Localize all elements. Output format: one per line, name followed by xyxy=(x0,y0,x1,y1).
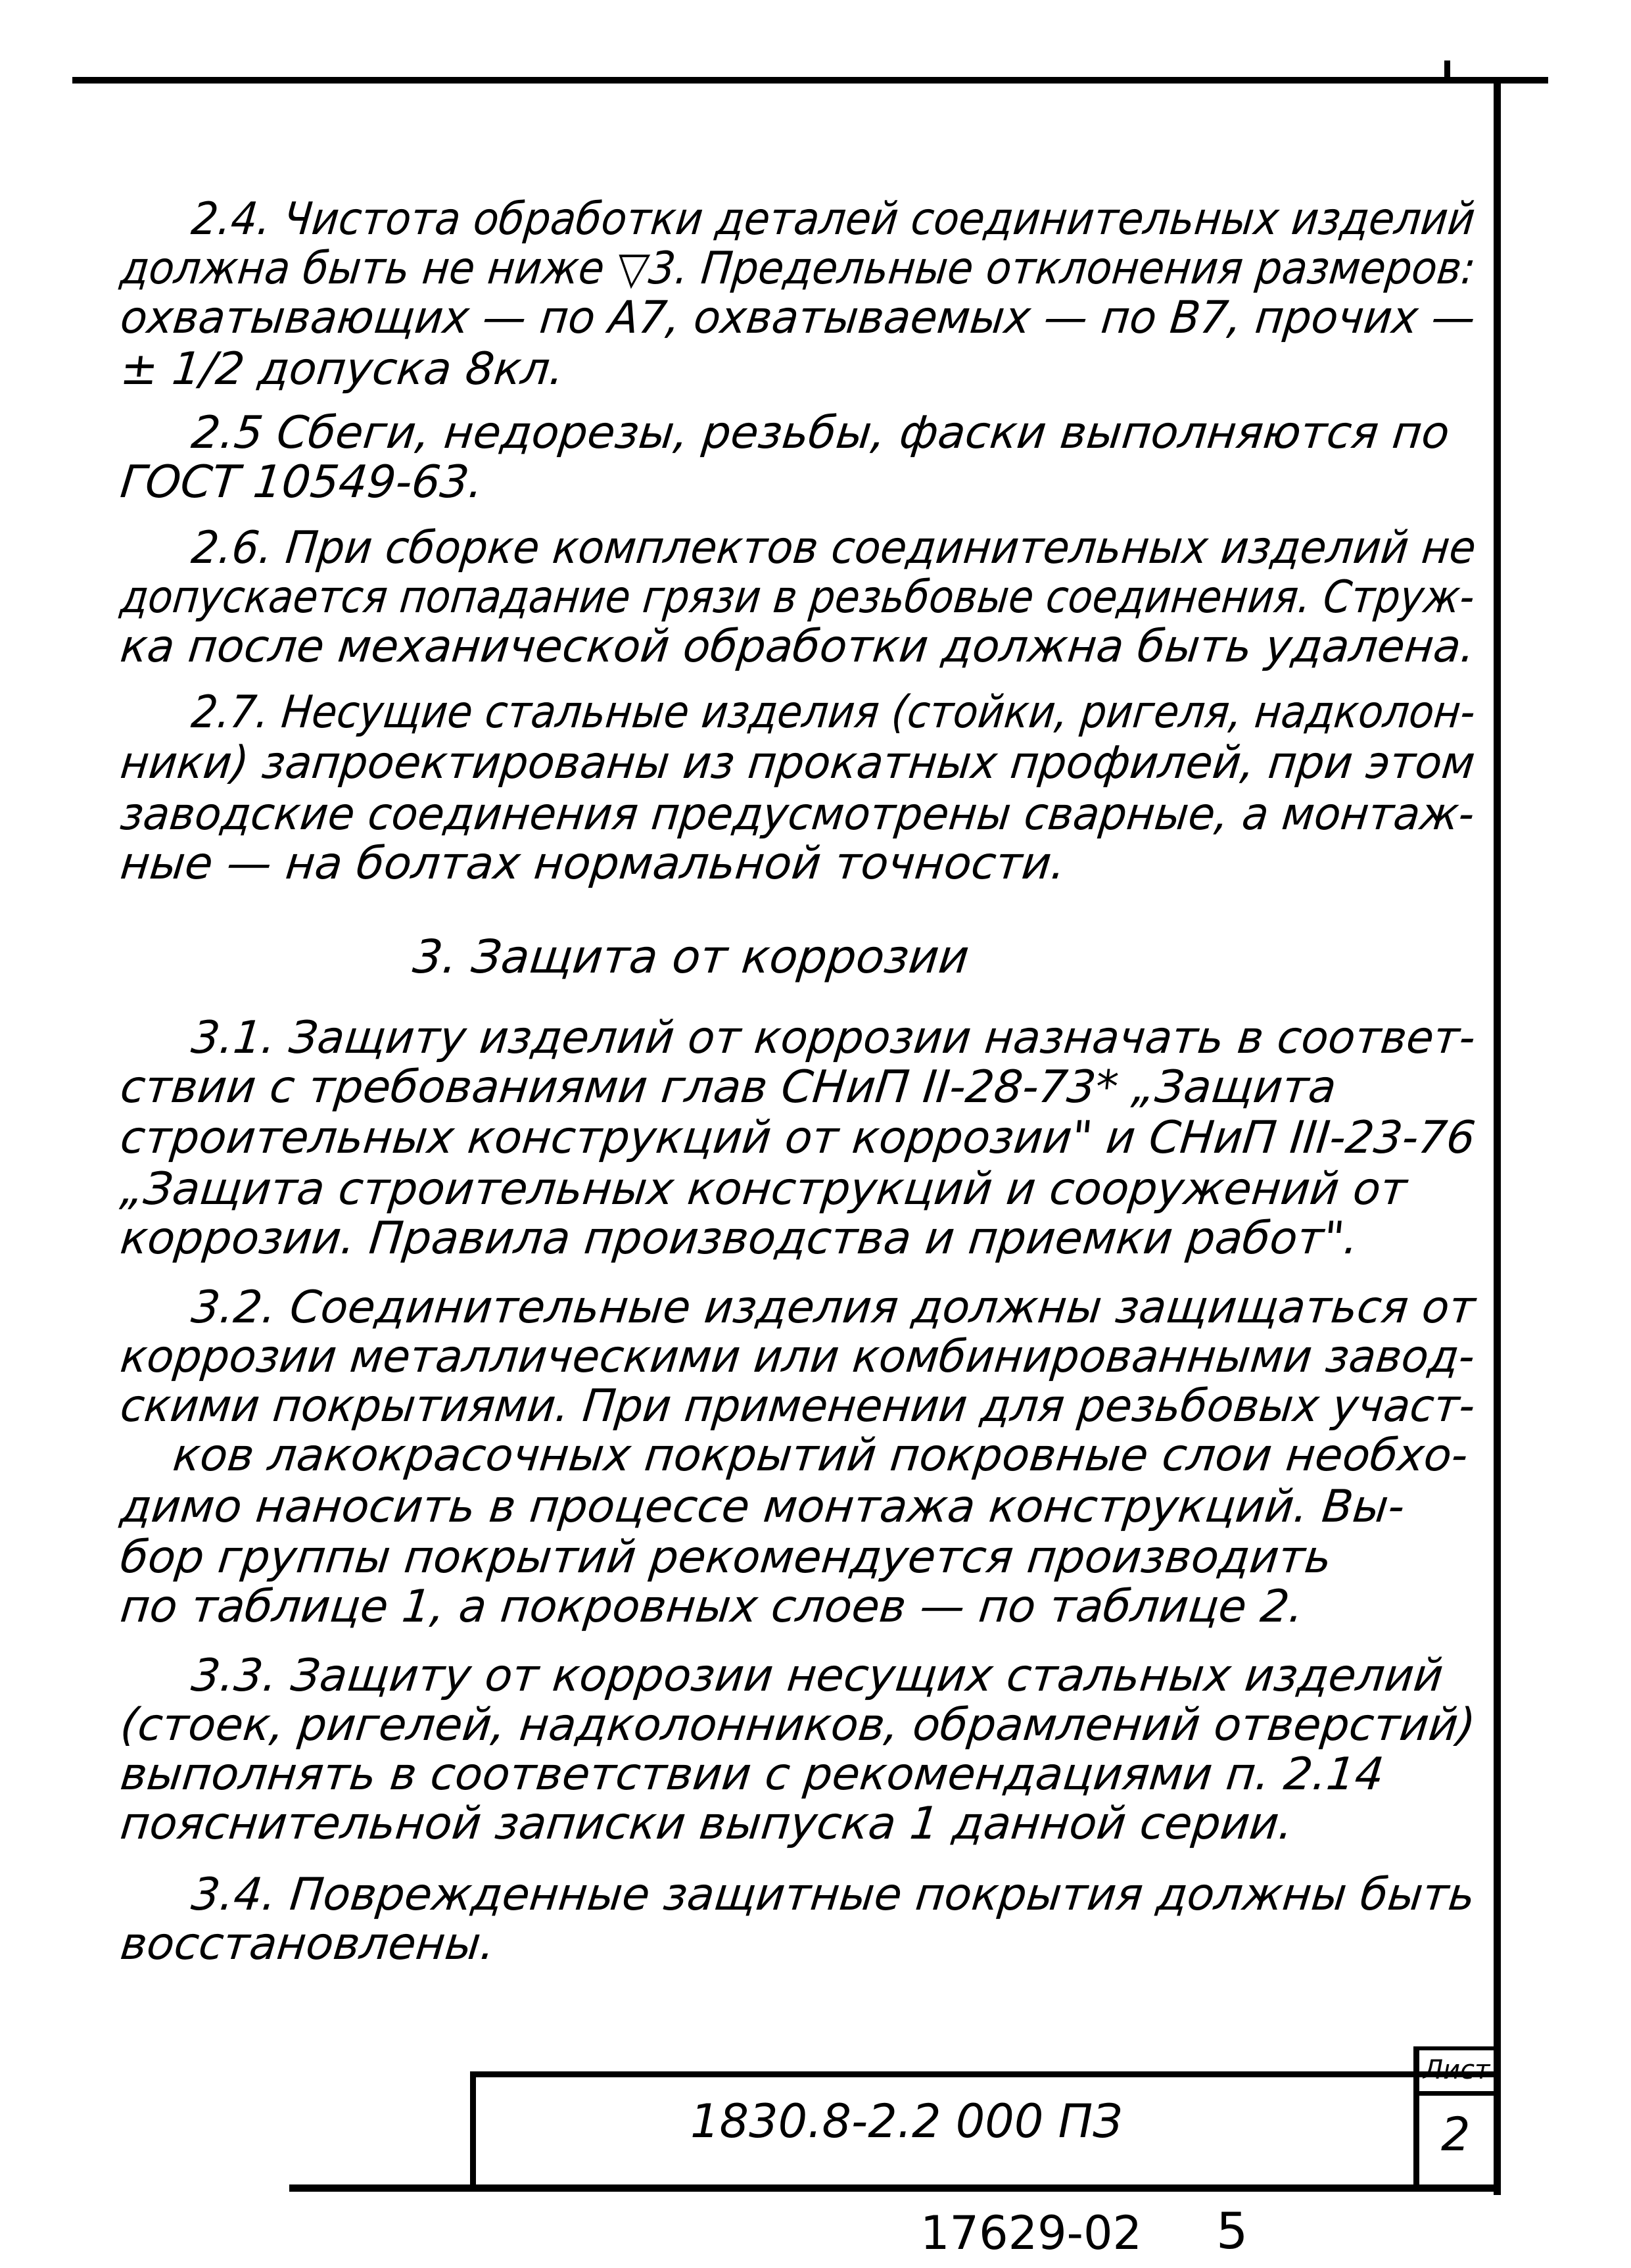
p27-line-3: заводские соединения предусмотрены сварные, а монтаж- xyxy=(118,788,1477,840)
p24-line-1: 2.4. Чистота обработки деталей соединительных изделий xyxy=(189,193,1478,245)
p32-line-1: 3.2. Соединительные изделия должны защищаться от xyxy=(189,1282,1478,1334)
p26-line-2: допускается попадание грязи в резьбовые соединения. Струж- xyxy=(118,571,1477,623)
p33-line-1: 3.3. Защиту от коррозии несущих стальных изделий xyxy=(189,1650,1446,1702)
designation-code: 1830.8-2.2 000 ПЗ xyxy=(690,2094,1123,2148)
p33-line-2: (стоек, ригелей, надколонников, обрамлений отверстий) xyxy=(118,1699,1478,1751)
p31-line-2: ствии с требованиями глав СНиП II-28-73* „Защита xyxy=(118,1061,1339,1113)
sheet-number: 2 xyxy=(1441,2108,1471,2161)
frame-top-line xyxy=(72,77,1548,84)
p32-line-3: скими покрытиями. При применении для резьбовых участ- xyxy=(118,1380,1478,1432)
sheet-label: Лист xyxy=(1423,2055,1490,2085)
title-block-sheet-label-line xyxy=(1413,2091,1499,2096)
p25-line-1: 2.5 Сбеги, недорезы, резьбы, фаски выполняются по xyxy=(189,407,1452,459)
frame-right-line xyxy=(1494,79,1501,2195)
p24-line-3: охватывающих — по А7, охватываемых — по В7, прочих — xyxy=(118,292,1478,344)
p26-line-3: ка после механической обработки должна быть удалена. xyxy=(118,621,1478,673)
p33-line-4: пояснительной записки выпуска 1 данной серии. xyxy=(118,1798,1296,1850)
p31-line-3: строительных конструкций от коррозии" и СНиП III-23-76 xyxy=(118,1112,1478,1164)
frame-top-tick xyxy=(1444,60,1450,80)
p32-line-2: коррозии металлическими или комбинированными завод- xyxy=(118,1331,1478,1383)
p31-line-5: коррозии. Правила производства и приемки работ". xyxy=(118,1213,1361,1265)
p27-line-2: ники) запроектированы из прокатных профилей, при этом xyxy=(118,737,1478,789)
p27-line-4: ные — на болтах нормальной точности. xyxy=(118,838,1068,890)
title-block-top-line xyxy=(470,2071,1499,2077)
p32-line-5: димо наносить в процессе монтажа конструкций. Вы- xyxy=(118,1481,1407,1533)
page-number: 5 xyxy=(1216,2202,1248,2260)
p33-line-3: выполнять в соответствии с рекомендациями п. 2.14 xyxy=(118,1749,1386,1800)
p26-line-1: 2.6. При сборке комплектов соединительных изделий не xyxy=(189,522,1478,574)
p32-line-7: по таблице 1, а покровных слоев — по таблице 2. xyxy=(118,1581,1306,1633)
p32-line-4: ков лакокрасочных покрытий покровные слои необхо- xyxy=(170,1430,1471,1482)
p25-line-2: ГОСТ 10549-63. xyxy=(118,456,486,508)
title-block-sheet-divider xyxy=(1413,2046,1419,2188)
p34-line-1: 3.4. Поврежденные защитные покрытия должны быть xyxy=(189,1869,1478,1921)
title-block-sheet-top-line xyxy=(1413,2046,1499,2050)
p24-line-4: ± 1/2 допуска 8кл. xyxy=(118,343,567,395)
p24-line-2: должна быть не ниже ▽3. Предельные отклонения размеров: xyxy=(118,243,1478,295)
title-block-left-line xyxy=(470,2071,476,2188)
section-3-heading: 3. Защита от коррозии xyxy=(410,930,972,984)
p31-line-1: 3.1. Защиту изделий от коррозии назначать в соответ- xyxy=(189,1012,1478,1064)
p31-line-4: „Защита строительных конструкций и сооружений от xyxy=(118,1163,1409,1215)
archive-number: 17629-02 xyxy=(920,2206,1143,2260)
p27-line-1: 2.7. Несущие стальные изделия (стойки, ригеля, надколон- xyxy=(189,687,1478,738)
p34-line-2: восстановлены. xyxy=(118,1918,498,1970)
p32-line-6: бор группы покрытий рекомендуется производить xyxy=(118,1532,1335,1583)
